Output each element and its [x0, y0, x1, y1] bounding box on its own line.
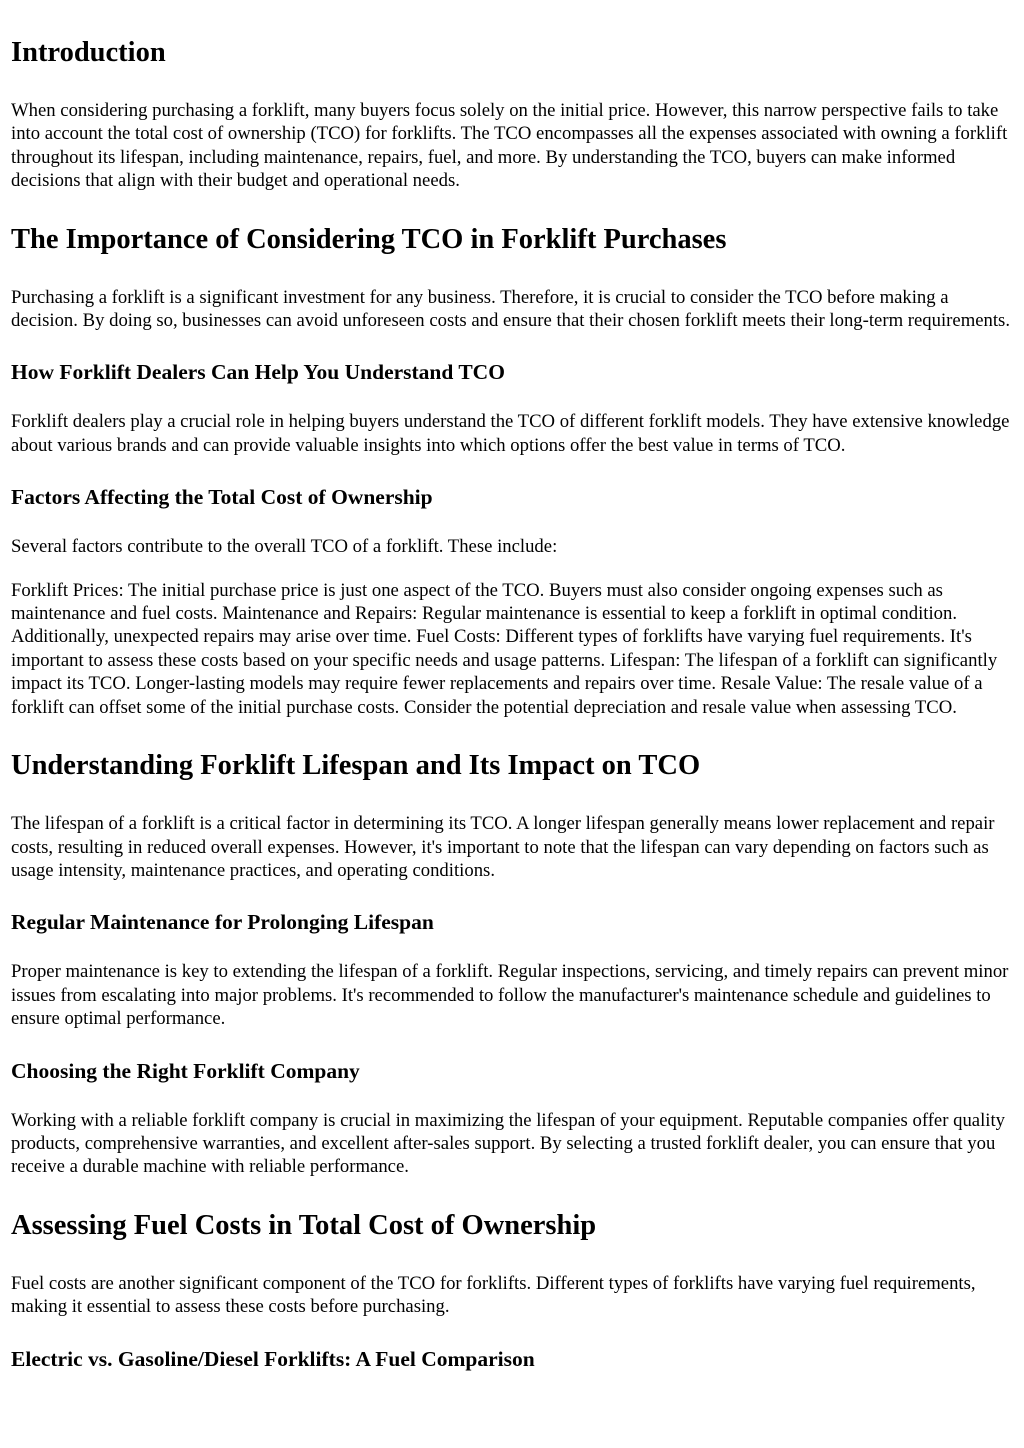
- heading-fuel-costs: Assessing Fuel Costs in Total Cost of Ownership: [11, 1209, 597, 1241]
- paragraph-factors-list: Forklift Prices: The initial purchase price is just one aspect of the TCO. Buyers must also consider ongoing expenses such as maintenance and fuel costs. Maintenance and Repairs: Regular maintenance is essential to keep a forklift in optimal condition. Additionally, unexpected repairs may arise over time. Fuel Costs: Different types of forklifts have varying fuel requirements. It's important to assess these costs based on your specific needs and usage patterns. Lifespan: The lifespan of a forklift can significantly impact its TCO. Longer-lasting models may require fewer replacements and repairs over time. Resale Value: The resale value of a forklift can offset some of the initial purchase costs. Consider the potential depreciation and resale value when assessing TCO.: [11, 579, 998, 718]
- heading-introduction: Introduction: [11, 37, 166, 68]
- paragraph-factors-intro: Several factors contribute to the overall TCO of a forklift. These include:: [11, 536, 558, 558]
- heading-regular-maintenance: Regular Maintenance for Prolonging Lifespan: [11, 910, 434, 935]
- heading-factors-affecting-tco: Factors Affecting the Total Cost of Ownership: [11, 485, 433, 510]
- heading-importance-of-tco: The Importance of Considering TCO in Forklift Purchases: [11, 223, 727, 255]
- heading-choosing-company: Choosing the Right Forklift Company: [11, 1058, 360, 1083]
- paragraph-fuel-costs: Fuel costs are another significant component of the TCO for forklifts. Different types of forklifts have varying fuel requirements, making it essential to assess these costs before purchasing.: [11, 1272, 976, 1318]
- heading-fuel-comparison: Electric vs. Gasoline/Diesel Forklifts: A Fuel Comparison: [11, 1346, 535, 1371]
- paragraph-choosing-company: Working with a reliable forklift company is crucial in maximizing the lifespan of your equipment. Reputable companies offer quality products, comprehensive warranties, and excellent after-sales support. By selecting a trusted forklift dealer, you can ensure that you receive a durable machine with reliable performance.: [11, 1109, 1006, 1178]
- paragraph-lifespan-impact: The lifespan of a forklift is a critical factor in determining its TCO. A longer lifespan generally means lower replacement and repair costs, resulting in reduced overall expenses. However, it's important to note that the lifespan can vary depending on factors such as usage intensity, maintenance practices, and operating conditions.: [11, 813, 995, 881]
- paragraph-introduction: When considering purchasing a forklift, many buyers focus solely on the initial price. However, this narrow perspective fails to take into account the total cost of ownership (TCO) for forklifts. The TCO encompasses all the expenses associated with owning a forklift throughout its lifespan, including maintenance, repairs, fuel, and more. By understanding the TCO, buyers can make informed decisions that align with their budget and operational needs.: [11, 100, 1008, 192]
- heading-lifespan-impact: Understanding Forklift Lifespan and Its Impact on TCO: [11, 750, 701, 782]
- paragraph-regular-maintenance: Proper maintenance is key to extending the lifespan of a forklift. Regular inspections, servicing, and timely repairs can prevent minor issues from escalating into major problems. It's recommended to follow the manufacturer's maintenance schedule and guidelines to ensure optimal performance.: [11, 961, 1009, 1030]
- paragraph-dealers-help: Forklift dealers play a crucial role in helping buyers understand the TCO of different forklift models. They have extensive knowledge about various brands and can provide valuable insights into which options offer the best value in terms of TCO.: [11, 411, 1010, 456]
- heading-dealers-help: How Forklift Dealers Can Help You Understand TCO: [11, 360, 505, 385]
- paragraph-importance-of-tco: Purchasing a forklift is a significant investment for any business. Therefore, it is crucial to consider the TCO before making a decision. By doing so, businesses can avoid unforeseen costs and ensure that their chosen forklift meets their long-term requirements.: [11, 286, 1011, 332]
